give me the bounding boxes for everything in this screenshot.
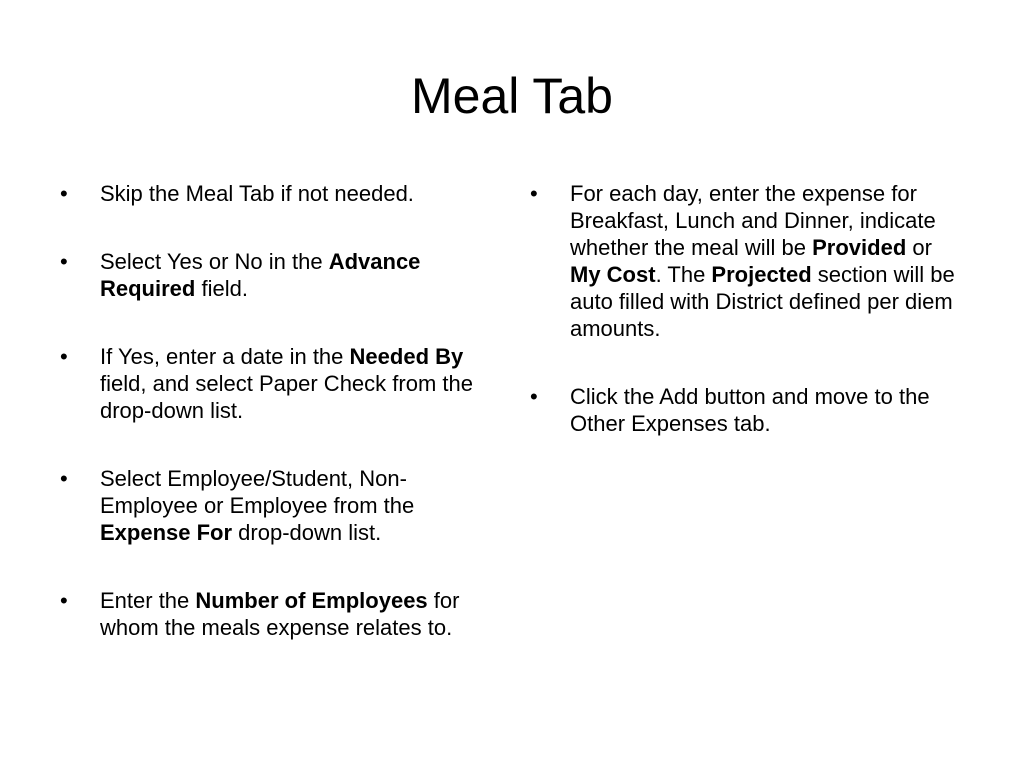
bold-term: Provided	[812, 235, 907, 260]
bullet-text	[100, 466, 414, 545]
bullet-text	[100, 249, 420, 301]
bold-term: Projected	[711, 262, 812, 287]
text-run: Select Employee/Student, Non-Employee or Employee from the	[100, 466, 415, 518]
bold-term: Advance Required	[100, 249, 421, 301]
bullet-text	[100, 588, 459, 640]
bullet-item	[528, 180, 968, 342]
bullet-item	[58, 248, 488, 302]
bold-term: Expense For	[100, 520, 233, 545]
bold-term: Needed By	[349, 344, 464, 369]
text-run: For each day, enter the expense for Breakfast, Lunch and Dinner, indicate whether the meal will be	[570, 181, 936, 260]
text-run: section will be auto filled with District defined per diem amounts.	[570, 262, 955, 341]
bullet-text	[570, 181, 955, 341]
bullet-icon: •	[60, 466, 68, 491]
text-run: for whom the meals expense relates to.	[100, 588, 460, 640]
bullet-icon: •	[530, 384, 538, 409]
text-run: drop-down list.	[232, 520, 382, 545]
bullet-text	[100, 181, 414, 206]
left-bullet-list	[58, 180, 488, 682]
bullet-text	[100, 344, 473, 423]
bullet-item	[58, 465, 488, 546]
text-run: field.	[195, 276, 248, 301]
text-run: field, and select Paper Check from the drop-down list.	[100, 371, 473, 423]
text-run: or	[906, 235, 932, 260]
bullet-text	[570, 384, 930, 436]
text-run: Skip the Meal Tab if not needed.	[100, 181, 414, 206]
text-run: Select Yes or No in the	[100, 249, 329, 274]
bold-term: My Cost	[570, 262, 656, 287]
bullet-icon: •	[530, 181, 538, 206]
bullet-icon: •	[60, 249, 68, 274]
bullet-item	[528, 383, 968, 437]
bullet-item	[58, 180, 488, 207]
slide-title: Meal Tab	[411, 68, 613, 124]
bullet-item	[58, 343, 488, 424]
text-run: Click the Add button and move to the Other Expenses tab.	[570, 384, 930, 436]
bullet-icon: •	[60, 344, 68, 369]
bullet-item	[58, 587, 488, 641]
right-bullet-list	[528, 180, 968, 478]
text-run: . The	[655, 262, 712, 287]
bold-term: Number of Employees	[195, 588, 428, 613]
text-run: Enter the	[100, 588, 196, 613]
bullet-icon: •	[60, 181, 68, 206]
bullet-icon: •	[60, 588, 68, 613]
text-run: If Yes, enter a date in the	[100, 344, 350, 369]
